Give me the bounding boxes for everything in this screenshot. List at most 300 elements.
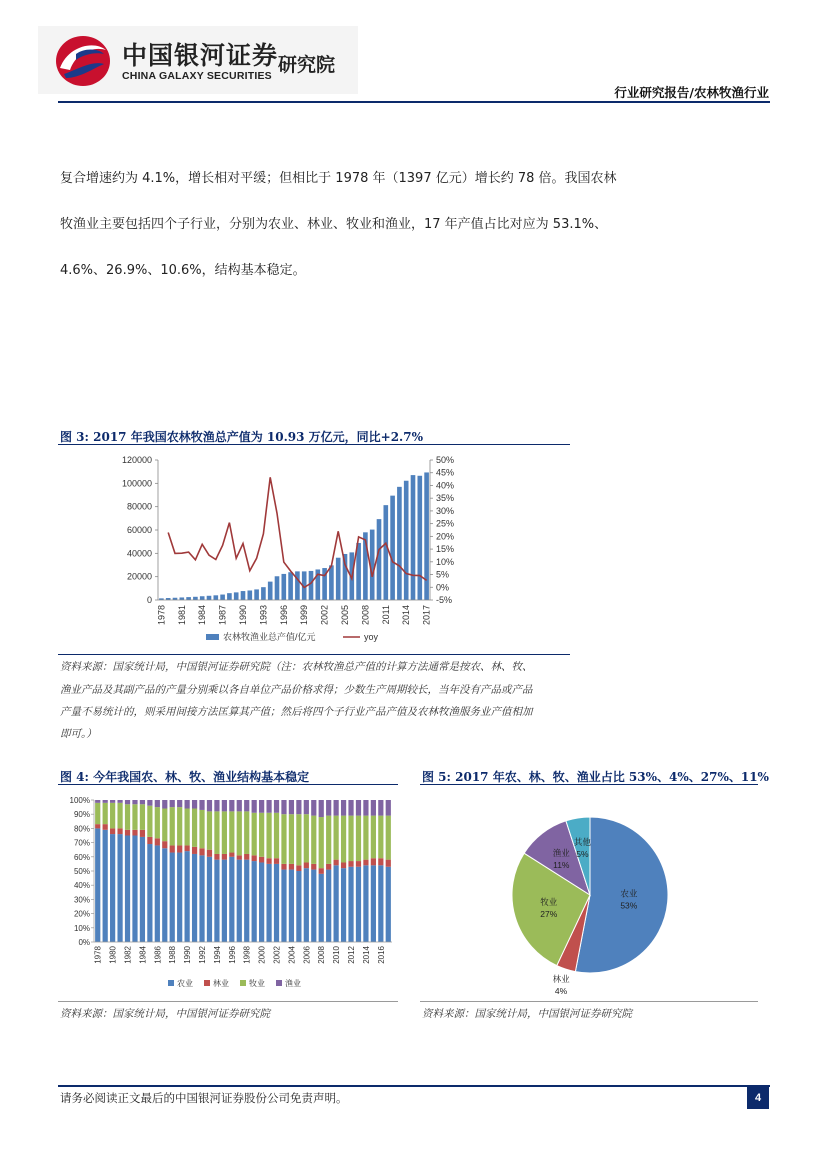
agri-segment (311, 870, 316, 942)
right-axis-label: 10% (436, 556, 455, 567)
fish-segment (281, 800, 286, 814)
forest-segment (222, 854, 227, 860)
figure3-source-line-4: 即可。） (60, 728, 97, 740)
fish-segment (363, 800, 368, 816)
forest-segment (319, 868, 324, 874)
animal-segment (170, 807, 175, 845)
output-bar (281, 574, 286, 600)
agri-segment (140, 837, 145, 942)
right-axis-label: 30% (436, 505, 455, 516)
figure4-title-rule (58, 784, 398, 785)
animal-segment (103, 803, 108, 824)
fish-segment (170, 800, 175, 807)
agri-segment (356, 867, 361, 942)
output-bar (186, 597, 191, 600)
y-axis-label: 10% (73, 923, 90, 933)
forest-segment (386, 860, 391, 867)
agri-segment (237, 860, 242, 942)
fish-segment (117, 800, 122, 803)
logo-en-text: CHINA GALAXY SECURITIES (122, 70, 272, 82)
x-axis-label: 2008 (317, 946, 327, 964)
agri-segment (259, 862, 264, 942)
figure5-title: 图 5: 2017 年农、林、牧、渔业占比 53%、4%、27%、11% (422, 770, 769, 784)
animal-segment (281, 814, 286, 864)
fish-segment (237, 800, 242, 811)
galaxy-logo-icon (54, 34, 112, 88)
x-axis-label: 2011 (380, 605, 391, 625)
x-axis-label: 1984 (138, 946, 148, 964)
animal-segment (132, 804, 137, 830)
fish-segment (259, 800, 264, 813)
fish-segment (378, 800, 383, 816)
slice-value: 5% (576, 849, 589, 860)
x-axis-label: 1990 (183, 946, 193, 964)
right-axis-label: 40% (436, 480, 455, 491)
agri-segment (348, 867, 353, 942)
x-axis-label: 2012 (347, 946, 357, 964)
fish-segment (199, 800, 204, 810)
forest-segment (192, 847, 197, 854)
animal-segment (185, 809, 190, 846)
animal-segment (378, 816, 383, 859)
agri-segment (334, 865, 339, 942)
output-bar (424, 472, 429, 600)
agri-segment (95, 828, 100, 942)
fish-segment (252, 800, 257, 813)
animal-segment (341, 816, 346, 863)
forest-segment (207, 850, 212, 857)
output-bar (200, 596, 205, 600)
forest-segment (170, 845, 175, 852)
legend-label: 渔业 (285, 979, 301, 988)
forest-segment (311, 864, 316, 870)
output-bar (383, 505, 388, 600)
fish-segment (222, 800, 227, 811)
x-axis-label: 1996 (278, 605, 289, 626)
left-axis-label: 100000 (121, 478, 152, 489)
x-axis-label: 2016 (376, 946, 386, 964)
x-axis-label: 1982 (123, 946, 133, 964)
x-axis-label: 2006 (302, 946, 312, 964)
animal-segment (274, 813, 279, 858)
output-bar (295, 571, 300, 600)
forest-segment (110, 828, 115, 834)
agri-segment (341, 868, 346, 942)
x-axis-label: 2014 (401, 605, 412, 626)
agri-segment (155, 845, 160, 942)
right-axis-label: 20% (436, 531, 455, 542)
footer-disclaimer: 请务必阅读正文最后的中国银河证券股份公司免责声明。 (60, 1091, 348, 1105)
fish-segment (266, 800, 271, 813)
animal-segment (363, 816, 368, 860)
fish-segment (125, 800, 130, 804)
figure3-source-line-3: 产量不易统计的，则采用间接方法匡算其产值；然后将四个子行业产品产值及农林牧渔服务业产值相加 (60, 706, 533, 718)
agri-segment (132, 836, 137, 943)
fish-segment (304, 800, 309, 814)
forest-segment (289, 864, 294, 870)
agri-segment (222, 860, 227, 942)
figure5-chart (420, 790, 758, 1000)
animal-segment (95, 803, 100, 824)
left-axis-label: 60000 (126, 525, 152, 535)
animal-segment (259, 813, 264, 857)
figure3-chart (58, 448, 570, 653)
fish-segment (371, 800, 376, 816)
output-bar (329, 565, 334, 600)
header (0, 0, 827, 104)
x-axis-label: 1986 (153, 946, 163, 964)
agri-segment (207, 857, 212, 942)
animal-segment (207, 811, 212, 849)
legend-swatch (204, 980, 210, 986)
figure3-source-line-2: 渔业产品及其副产品的产量分别乘以各自单位产品价格求得；少数生产周期较长，当年没有产品或产品 (60, 684, 533, 696)
output-bar (377, 519, 382, 600)
animal-segment (326, 816, 331, 864)
header-rule (58, 101, 770, 103)
agri-segment (296, 871, 301, 942)
y-axis-label: 60% (73, 852, 90, 862)
slice-label: 渔业 (552, 848, 570, 859)
agri-segment (274, 864, 279, 942)
x-axis-label: 2002 (319, 605, 330, 626)
fish-segment (192, 800, 197, 809)
animal-segment (244, 811, 249, 854)
animal-segment (214, 811, 219, 854)
forest-segment (348, 861, 353, 867)
fish-segment (386, 800, 391, 816)
forest-segment (214, 854, 219, 860)
forest-segment (356, 861, 361, 867)
forest-segment (199, 848, 204, 855)
forest-segment (140, 830, 145, 837)
agri-segment (177, 853, 182, 942)
forest-segment (363, 860, 368, 866)
figure4-title: 图 4: 今年我国农、林、牧、渔业结构基本稳定 (60, 770, 310, 784)
output-bar (390, 496, 395, 600)
figure5-title-rule (420, 784, 758, 785)
x-axis-label: 1998 (242, 946, 252, 964)
forest-segment (266, 858, 271, 864)
fish-segment (207, 800, 212, 811)
y-axis-label: 20% (73, 909, 90, 919)
figure5-source: 资料来源：国家统计局，中国银河证券研究院 (422, 1008, 632, 1020)
left-axis-label: 0 (146, 595, 152, 605)
y-axis-label: 90% (73, 810, 90, 820)
agri-segment (192, 854, 197, 942)
animal-segment (296, 814, 301, 865)
y-axis-label: 80% (73, 824, 90, 834)
agri-segment (363, 865, 368, 942)
animal-segment (289, 814, 294, 864)
agri-segment (289, 870, 294, 942)
figure4-chart (58, 790, 398, 1000)
legend-label: 牧业 (249, 979, 265, 988)
forest-segment (281, 864, 286, 870)
agri-segment (244, 860, 249, 942)
x-axis-label: 2005 (340, 605, 350, 626)
right-axis-label: 25% (436, 518, 455, 529)
animal-segment (177, 807, 182, 845)
output-bar (234, 592, 239, 600)
animal-segment (155, 807, 160, 838)
x-axis-label: 2000 (257, 946, 267, 964)
animal-segment (125, 804, 130, 830)
fish-segment (147, 800, 152, 806)
output-bar (261, 587, 266, 600)
fish-segment (334, 800, 339, 816)
fish-segment (348, 800, 353, 816)
agri-segment (229, 857, 234, 942)
x-axis-label: 1987 (217, 605, 228, 626)
y-axis-label: 100% (69, 796, 90, 805)
forest-segment (155, 838, 160, 845)
animal-segment (266, 813, 271, 858)
figure3-bottom-rule (58, 654, 570, 655)
x-axis-label: 2014 (361, 946, 371, 964)
animal-segment (147, 806, 152, 837)
forest-segment (259, 857, 264, 863)
agri-segment (199, 855, 204, 942)
output-bar (220, 595, 225, 600)
fish-segment (95, 800, 100, 803)
animal-segment (162, 809, 167, 842)
fish-segment (319, 800, 324, 817)
animal-segment (140, 804, 145, 830)
forest-segment (229, 853, 234, 857)
animal-segment (199, 810, 204, 848)
slice-label: 其他 (573, 837, 591, 848)
output-bar (254, 589, 259, 600)
agri-segment (326, 870, 331, 942)
output-bar (404, 481, 409, 600)
animal-segment (311, 816, 316, 864)
right-axis-label: 15% (436, 544, 455, 555)
forest-segment (341, 862, 346, 868)
animal-segment (237, 811, 242, 855)
animal-segment (252, 813, 257, 856)
paragraph-line-2: 牧渔业主要包括四个子行业，分别为农业、林业、牧业和渔业，17 年产值占比对应为 53.1%、 (60, 217, 608, 232)
forest-segment (326, 864, 331, 870)
figure3-source-line-1: 资料来源：国家统计局，中国银河证券研究院（注：农林牧渔总产值的计算方法通常是按农、林、牧、 (60, 661, 533, 673)
fish-segment (214, 800, 219, 811)
fish-segment (296, 800, 301, 814)
x-axis-label: 1978 (156, 605, 167, 626)
animal-segment (319, 817, 324, 868)
output-bar (268, 582, 273, 600)
output-bar (247, 590, 252, 600)
legend-swatch (240, 980, 246, 986)
forest-segment (95, 824, 100, 828)
agri-segment (110, 834, 115, 942)
x-axis-label: 1994 (212, 946, 222, 964)
fish-segment (110, 800, 115, 803)
paragraph-line-1: 复合增速约为 4.1%，增长相对平缓；但相比于 1978 年（1397 亿元）增长约 78 倍。我国农林 (60, 171, 617, 186)
fish-segment (341, 800, 346, 816)
agri-segment (319, 874, 324, 942)
agri-segment (125, 836, 130, 943)
right-axis-label: 0% (436, 582, 450, 593)
slice-label: 牧业 (540, 896, 558, 907)
agri-segment (304, 868, 309, 942)
legend-swatch (276, 980, 282, 986)
logo (38, 26, 358, 94)
figure5-bottom-rule (420, 1001, 758, 1002)
figure3-title-rule (58, 444, 570, 445)
animal-segment (348, 816, 353, 861)
forest-segment (117, 828, 122, 834)
forest-segment (237, 855, 242, 859)
forest-segment (132, 830, 137, 836)
forest-segment (147, 837, 152, 844)
agri-segment (147, 844, 152, 942)
slice-value: 27% (540, 908, 558, 919)
output-bar (309, 571, 314, 600)
left-axis-label: 80000 (126, 501, 152, 512)
output-bar (288, 572, 293, 600)
agri-segment (185, 851, 190, 942)
x-axis-label: 1990 (238, 605, 248, 626)
fish-segment (162, 800, 167, 809)
page-number: 4 (747, 1087, 769, 1109)
agri-segment (117, 834, 122, 942)
fish-segment (326, 800, 331, 816)
paragraph-line-3: 4.6%、26.9%、10.6%，结构基本稳定。 (60, 263, 306, 278)
y-axis-label: 70% (73, 838, 90, 848)
figure4-source: 资料来源：国家统计局，中国银河证券研究院 (60, 1008, 270, 1020)
forest-segment (162, 841, 167, 848)
output-bar (227, 593, 232, 600)
x-axis-label: 1999 (299, 605, 310, 626)
forest-segment (296, 865, 301, 871)
agri-segment (371, 865, 376, 942)
agri-segment (266, 864, 271, 942)
x-axis-label: 1993 (258, 605, 269, 626)
fish-segment (103, 800, 108, 803)
x-axis-label: 1988 (168, 946, 178, 964)
output-bar (411, 475, 416, 600)
output-bar (417, 476, 422, 600)
forest-segment (244, 854, 249, 860)
logo-cn-text: 中国银河证券 (122, 41, 279, 70)
x-axis-label: 1984 (197, 605, 208, 626)
forest-segment (274, 858, 279, 864)
x-axis-label: 1992 (198, 946, 208, 964)
fish-segment (289, 800, 294, 814)
animal-segment (192, 809, 197, 847)
right-axis-label: 50% (436, 455, 455, 465)
legend-output-label: 农林牧渔业总产值/亿元 (223, 632, 316, 642)
figure3-title: 图 3: 2017 年我国农林牧渔总产值为 10.93 万亿元，同比+2.7% (60, 430, 423, 444)
agri-segment (281, 870, 286, 942)
fish-segment (185, 800, 190, 809)
x-axis-label: 2008 (360, 605, 371, 626)
right-axis-label: 45% (436, 467, 455, 478)
forest-segment (177, 845, 182, 852)
fish-segment (140, 800, 145, 804)
animal-segment (110, 803, 115, 829)
legend-label: 农业 (177, 979, 193, 988)
animal-segment (117, 803, 122, 829)
forest-segment (334, 860, 339, 866)
fish-segment (155, 800, 160, 807)
slice-value: 4% (554, 986, 568, 997)
x-axis-label: 2002 (272, 946, 282, 964)
left-axis-label: 120000 (121, 455, 152, 465)
right-axis-label: 35% (436, 493, 455, 504)
x-axis-label: 1980 (108, 946, 118, 964)
legend-swatch (168, 980, 174, 986)
forest-segment (378, 858, 383, 865)
output-bar (207, 596, 212, 600)
slice-value: 53% (620, 900, 638, 911)
agri-segment (103, 830, 108, 942)
agri-segment (252, 861, 257, 942)
fish-segment (311, 800, 316, 816)
forest-segment (125, 830, 130, 836)
y-axis-label: 30% (73, 895, 90, 905)
forest-segment (371, 858, 376, 865)
x-axis-label: 2010 (332, 946, 342, 964)
agri-segment (378, 865, 383, 942)
animal-segment (222, 811, 227, 854)
animal-segment (229, 811, 234, 852)
legend-yoy-label: yoy (364, 632, 379, 642)
agri-segment (170, 853, 175, 942)
fish-segment (274, 800, 279, 813)
legend-label: 林业 (213, 979, 229, 988)
forest-segment (185, 845, 190, 851)
agri-segment (214, 860, 219, 942)
x-axis-label: 2017 (421, 605, 432, 626)
fish-segment (132, 800, 137, 804)
output-bar (336, 558, 341, 600)
animal-segment (386, 816, 391, 860)
footer-rule (58, 1085, 770, 1087)
x-axis-label: 1978 (93, 946, 103, 964)
report-type: 行业研究报告/农林牧渔行业 (614, 85, 769, 100)
y-axis-label: 0% (78, 938, 90, 947)
output-bar (397, 487, 402, 600)
legend-output-swatch (206, 634, 219, 640)
output-bar (241, 591, 246, 600)
right-axis-label: 5% (436, 569, 450, 580)
left-axis-label: 40000 (126, 548, 152, 559)
agri-segment (162, 848, 167, 942)
forest-segment (252, 855, 257, 861)
output-bar (193, 597, 198, 600)
animal-segment (304, 814, 309, 862)
animal-segment (334, 816, 339, 860)
slice-label: 农业 (620, 888, 638, 899)
slice-label: 林业 (552, 974, 570, 985)
left-axis-label: 20000 (126, 571, 152, 582)
y-axis-label: 50% (73, 867, 90, 876)
agri-segment (386, 867, 391, 942)
output-bar (213, 595, 218, 600)
fish-segment (177, 800, 182, 807)
animal-segment (371, 816, 376, 859)
fish-segment (244, 800, 249, 811)
output-bar (275, 576, 280, 600)
x-axis-label: 1996 (227, 946, 237, 964)
fish-segment (229, 800, 234, 811)
animal-segment (356, 816, 361, 861)
fish-segment (356, 800, 361, 816)
figure4-bottom-rule (58, 1001, 398, 1002)
x-axis-label: 1981 (176, 605, 187, 626)
forest-segment (304, 862, 309, 868)
x-axis-label: 2004 (287, 946, 297, 964)
